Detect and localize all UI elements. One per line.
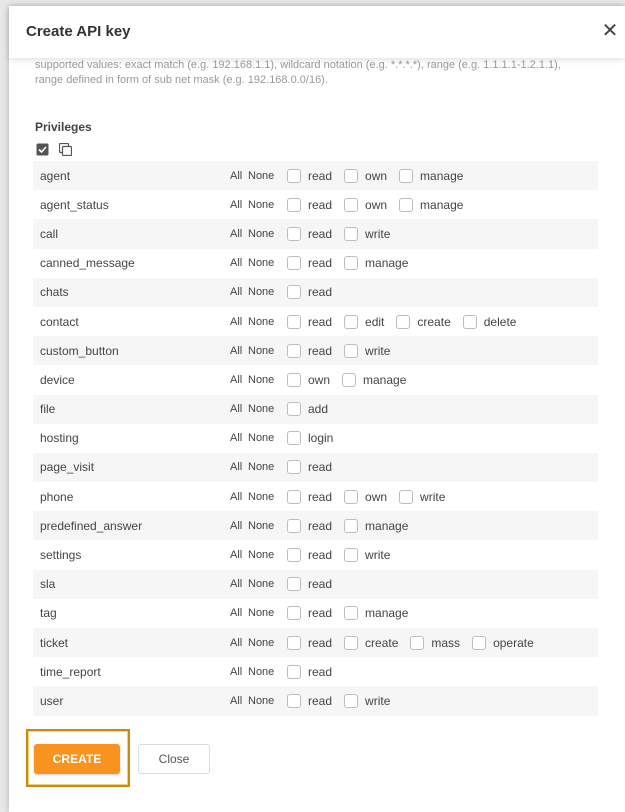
permission-label: read — [308, 285, 333, 300]
permission-label: read — [308, 664, 333, 679]
privilege-name: canned_message — [40, 256, 135, 271]
permission-label: write — [365, 693, 391, 708]
permission-checkbox[interactable] — [287, 665, 301, 679]
privilege-name: tag — [40, 606, 57, 621]
select-all-link[interactable]: All — [230, 169, 243, 182]
select-all-link[interactable]: All — [230, 694, 243, 707]
permission-group — [287, 665, 344, 679]
permission-option[interactable] — [287, 636, 332, 650]
permission-option[interactable] — [287, 431, 333, 445]
permission-label: manage — [420, 197, 464, 212]
permission-group — [287, 344, 402, 358]
permission-option[interactable] — [287, 519, 332, 533]
select-none-link[interactable]: None — [248, 198, 275, 211]
permission-checkbox[interactable] — [287, 256, 301, 270]
permission-group — [287, 402, 340, 416]
permission-label: read — [308, 606, 333, 621]
dialog-title: Create API key — [26, 23, 131, 40]
privilege-row — [33, 365, 598, 394]
privilege-name: sla — [40, 577, 56, 592]
privilege-row — [33, 395, 598, 424]
permission-label: write — [365, 226, 391, 241]
permission-option[interactable] — [344, 344, 390, 358]
privilege-name: phone — [40, 489, 74, 504]
close-icon[interactable]: ✕ — [601, 20, 619, 42]
permission-label: own — [365, 168, 388, 183]
permission-label: read — [308, 256, 333, 271]
permission-option[interactable] — [287, 490, 332, 504]
privilege-row — [33, 278, 598, 307]
permission-option[interactable] — [287, 606, 332, 620]
privilege-row — [33, 686, 598, 715]
permission-option[interactable] — [287, 548, 332, 562]
permission-label: read — [308, 577, 333, 592]
permission-checkbox[interactable] — [344, 694, 358, 708]
permission-option[interactable] — [287, 285, 332, 299]
privilege-row — [33, 161, 598, 190]
privilege-name: call — [40, 226, 59, 241]
permission-checkbox[interactable] — [287, 402, 301, 416]
permission-group — [287, 636, 546, 650]
permission-option[interactable] — [287, 315, 332, 329]
permission-checkbox[interactable] — [344, 519, 358, 533]
permission-option[interactable] — [287, 577, 332, 591]
select-all-link[interactable]: All — [230, 549, 243, 562]
select-none-link[interactable]: None — [248, 694, 275, 707]
select-all-link[interactable]: All — [230, 432, 243, 445]
privilege-name: agent — [40, 168, 71, 183]
permission-checkbox[interactable] — [344, 198, 358, 212]
privilege-name: ticket — [40, 635, 69, 650]
permission-group — [287, 460, 344, 474]
permission-checkbox[interactable] — [287, 548, 301, 562]
permission-option[interactable] — [344, 256, 408, 270]
permission-label: own — [365, 197, 388, 212]
permission-option[interactable] — [344, 227, 390, 241]
create-button[interactable]: CREATE — [34, 744, 120, 774]
permission-label: write — [365, 343, 391, 358]
permission-label: own — [365, 489, 388, 504]
permission-option[interactable] — [287, 256, 332, 270]
privilege-name: custom_button — [40, 343, 119, 358]
permission-label: manage — [363, 372, 407, 387]
select-all-link[interactable]: All — [230, 490, 243, 503]
select-all-link[interactable]: All — [230, 344, 243, 357]
permission-checkbox[interactable] — [344, 227, 358, 241]
privilege-name: chats — [40, 285, 69, 300]
permission-checkbox[interactable] — [287, 460, 301, 474]
privilege-row — [33, 657, 598, 686]
permission-label: create — [417, 314, 451, 329]
permission-checkbox[interactable] — [410, 636, 424, 650]
permission-label: read — [308, 314, 333, 329]
permission-label: read — [308, 197, 333, 212]
select-none-link[interactable]: None — [248, 315, 275, 328]
select-all-checkbox-icon[interactable] — [36, 143, 49, 156]
permission-group — [287, 577, 344, 591]
permission-option[interactable] — [463, 315, 517, 329]
permission-checkbox[interactable] — [287, 519, 301, 533]
privilege-name: predefined_answer — [40, 518, 143, 533]
permission-label: write — [420, 489, 446, 504]
select-all-link[interactable]: All — [230, 198, 243, 211]
permission-option[interactable] — [472, 636, 534, 650]
permission-label: manage — [420, 168, 464, 183]
permission-checkbox[interactable] — [287, 344, 301, 358]
select-all-link[interactable]: All — [230, 665, 243, 678]
permission-group — [287, 519, 420, 533]
select-none-link[interactable]: None — [248, 490, 275, 503]
privilege-row — [33, 570, 598, 599]
privilege-name: file — [40, 402, 56, 417]
permission-option[interactable] — [287, 694, 332, 708]
select-all-link[interactable]: All — [230, 403, 243, 416]
permission-group — [287, 227, 402, 241]
permission-checkbox[interactable] — [344, 606, 358, 620]
permission-group — [287, 285, 344, 299]
permission-checkbox[interactable] — [463, 315, 477, 329]
permission-checkbox[interactable] — [287, 431, 301, 445]
privilege-row — [33, 249, 598, 278]
select-none-link[interactable]: None — [248, 257, 275, 270]
select-all-link[interactable]: All — [230, 519, 243, 532]
privilege-name: settings — [40, 548, 82, 563]
permission-option[interactable] — [399, 198, 463, 212]
permission-label: read — [308, 548, 333, 563]
permission-option[interactable] — [342, 373, 406, 387]
select-none-link[interactable]: None — [248, 519, 275, 532]
select-all-link[interactable]: All — [230, 373, 243, 386]
select-none-link[interactable]: None — [248, 286, 275, 299]
close-button[interactable]: Close — [138, 744, 210, 774]
permission-group — [287, 315, 528, 329]
select-none-link[interactable]: None — [248, 403, 275, 416]
permission-option[interactable] — [399, 169, 463, 183]
privileges-label: Privileges — [35, 120, 92, 134]
permission-label: manage — [365, 256, 409, 271]
privilege-row — [33, 540, 598, 569]
hint-line-2: range defined in form of sub net mask (e.g. 192.168.0.0/16). — [35, 74, 328, 86]
privilege-name: agent_status — [40, 197, 109, 212]
permission-label: read — [308, 489, 333, 504]
permission-checkbox[interactable] — [287, 577, 301, 591]
permission-label: mass — [431, 635, 461, 650]
permission-option[interactable] — [344, 606, 408, 620]
permission-option[interactable] — [287, 373, 330, 387]
create-api-key-dialog — [9, 6, 625, 812]
permission-label: read — [308, 168, 333, 183]
permission-checkbox[interactable] — [472, 636, 486, 650]
privilege-name: hosting — [40, 431, 79, 446]
permission-checkbox[interactable] — [287, 285, 301, 299]
permission-option[interactable] — [287, 402, 328, 416]
select-all-link[interactable]: All — [230, 461, 243, 474]
hint-line-1: supported values: exact match (e.g. 192.168.1.1), wildcard notation (e.g. *.*.*.*), range (e.g. 1.1.1.1-1.2.1.1), — [35, 59, 561, 71]
permission-group — [287, 373, 418, 387]
permission-checkbox[interactable] — [287, 198, 301, 212]
select-all-link[interactable]: All — [230, 607, 243, 620]
privilege-row — [33, 599, 598, 628]
select-all-link[interactable]: All — [230, 315, 243, 328]
permission-option[interactable] — [287, 198, 332, 212]
privilege-row — [33, 628, 598, 657]
permission-option[interactable] — [344, 519, 408, 533]
permission-label: add — [308, 402, 329, 417]
permission-option[interactable] — [344, 636, 398, 650]
select-none-link[interactable]: None — [248, 461, 275, 474]
permission-option[interactable] — [344, 548, 390, 562]
permission-checkbox[interactable] — [287, 490, 301, 504]
privilege-name: device — [40, 372, 75, 387]
permission-checkbox[interactable] — [342, 373, 356, 387]
permission-option[interactable] — [396, 315, 450, 329]
permission-label: read — [308, 226, 333, 241]
permission-option[interactable] — [287, 460, 332, 474]
permission-option[interactable] — [399, 490, 445, 504]
permission-checkbox[interactable] — [287, 606, 301, 620]
permission-group — [287, 548, 402, 562]
select-none-link[interactable]: None — [248, 607, 275, 620]
permission-group — [287, 490, 457, 504]
permission-checkbox[interactable] — [399, 490, 413, 504]
permission-checkbox[interactable] — [344, 315, 358, 329]
select-all-link[interactable]: All — [230, 286, 243, 299]
permission-option[interactable] — [344, 694, 390, 708]
permission-option[interactable] — [344, 198, 387, 212]
privilege-row — [33, 219, 598, 248]
privileges-tools — [36, 143, 78, 157]
permission-label: login — [308, 431, 334, 446]
select-none-link[interactable]: None — [248, 432, 275, 445]
privileges-table — [33, 161, 598, 716]
permission-option[interactable] — [344, 490, 387, 504]
select-all-link[interactable]: All — [230, 257, 243, 270]
permission-option[interactable] — [287, 169, 332, 183]
permission-label: read — [308, 518, 333, 533]
permission-checkbox[interactable] — [344, 490, 358, 504]
permission-label: read — [308, 635, 333, 650]
permission-checkbox[interactable] — [287, 315, 301, 329]
permission-checkbox[interactable] — [344, 169, 358, 183]
permission-label: operate — [493, 635, 534, 650]
permission-label: create — [365, 635, 399, 650]
permission-option[interactable] — [344, 315, 384, 329]
permission-label: read — [308, 693, 333, 708]
permission-label: manage — [365, 518, 409, 533]
permission-label: manage — [365, 606, 409, 621]
permission-group — [287, 606, 420, 620]
select-none-link[interactable]: None — [248, 227, 275, 240]
privilege-name: time_report — [40, 664, 101, 679]
permission-checkbox[interactable] — [396, 315, 410, 329]
privilege-name: user — [40, 693, 64, 708]
select-all-link[interactable]: All — [230, 636, 243, 649]
privilege-row — [33, 482, 598, 511]
permission-option[interactable] — [344, 169, 387, 183]
permission-checkbox[interactable] — [344, 548, 358, 562]
select-none-link[interactable]: None — [248, 549, 275, 562]
permission-label: write — [365, 548, 391, 563]
privilege-name: contact — [40, 314, 79, 329]
permission-checkbox[interactable] — [344, 636, 358, 650]
privilege-row — [33, 336, 598, 365]
select-none-link[interactable]: None — [248, 373, 275, 386]
permission-checkbox[interactable] — [344, 344, 358, 358]
permission-checkbox[interactable] — [287, 373, 301, 387]
permission-checkbox[interactable] — [287, 694, 301, 708]
permission-label: read — [308, 460, 333, 475]
select-all-link[interactable]: All — [230, 227, 243, 240]
permission-checkbox[interactable] — [399, 198, 413, 212]
permission-group — [287, 694, 402, 708]
permission-label: delete — [483, 314, 517, 329]
privilege-row — [33, 453, 598, 482]
select-none-link[interactable]: None — [248, 578, 275, 591]
select-none-link[interactable]: None — [248, 169, 275, 182]
privilege-name: page_visit — [40, 460, 95, 475]
select-none-link[interactable]: None — [248, 344, 275, 357]
privilege-row — [33, 424, 598, 453]
permission-label: read — [308, 343, 333, 358]
permission-checkbox[interactable] — [287, 227, 301, 241]
select-none-link[interactable]: None — [248, 636, 275, 649]
permission-group — [287, 198, 475, 212]
permission-checkbox[interactable] — [399, 169, 413, 183]
permission-label: own — [308, 372, 331, 387]
permission-group — [287, 169, 475, 183]
permission-checkbox[interactable] — [344, 256, 358, 270]
permission-option[interactable] — [287, 665, 332, 679]
permission-group — [287, 431, 345, 445]
select-all-link[interactable]: All — [230, 578, 243, 591]
select-none-link[interactable]: None — [248, 665, 275, 678]
permission-option[interactable] — [410, 636, 460, 650]
copy-icon[interactable] — [59, 143, 72, 156]
privilege-row — [33, 511, 598, 540]
permission-group — [287, 256, 420, 270]
privilege-row — [33, 307, 598, 336]
ip-hint-text — [35, 58, 605, 88]
permission-checkbox[interactable] — [287, 636, 301, 650]
permission-label: edit — [365, 314, 385, 329]
privilege-row — [33, 190, 598, 219]
dialog-header — [9, 6, 625, 58]
permission-option[interactable] — [287, 227, 332, 241]
permission-checkbox[interactable] — [287, 169, 301, 183]
permission-option[interactable] — [287, 344, 332, 358]
